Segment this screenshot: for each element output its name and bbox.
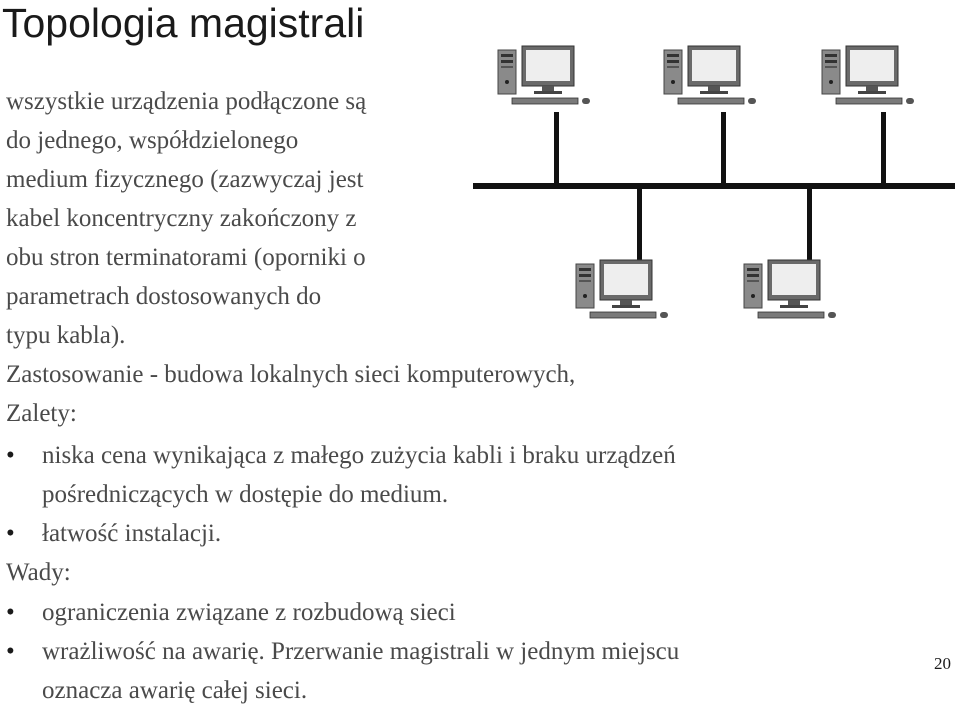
computer — [822, 46, 914, 104]
advantage-line: niska cena wynikająca z małego zużycia kabli i braku urządzeń — [42, 442, 676, 469]
computer — [664, 46, 756, 104]
page-number: 20 — [934, 654, 951, 673]
intro-paragraph — [6, 82, 476, 355]
drop-cable — [721, 112, 726, 184]
intro-line: typu kabla). — [6, 322, 126, 349]
intro-line: wszystkie urządzenia podłączone są — [6, 88, 367, 115]
slide-title: Topologia magistrali — [2, 0, 365, 46]
drop-cable — [554, 112, 559, 184]
drop-cable — [881, 112, 886, 184]
intro-line: obu stron terminatorami (oporniki o — [6, 244, 366, 271]
usage-line: Zastosowanie - budowa lokalnych sieci komputerowych, — [6, 361, 576, 388]
bullet-icon: • — [6, 599, 15, 626]
disadvantage-line: ograniczenia związane z rozbudową sieci — [42, 599, 456, 626]
disadvantages-heading: Wady: — [6, 559, 71, 586]
computer — [498, 46, 590, 104]
intro-line: parametrach dostosowanych do — [6, 283, 322, 310]
advantage-line: pośredniczących w dostępie do medium. — [42, 481, 449, 508]
advantage-line: łatwość instalacji. — [42, 520, 222, 547]
advantages-heading: Zalety: — [6, 400, 77, 427]
disadvantage-line: oznacza awarię całej sieci. — [42, 677, 308, 704]
drop-cable — [637, 188, 642, 260]
computer — [576, 260, 668, 318]
bullet-icon: • — [6, 442, 15, 469]
bullet-icon: • — [6, 638, 15, 665]
computer — [744, 260, 836, 318]
bullet-icon: • — [6, 520, 15, 547]
drop-cable — [807, 188, 812, 260]
intro-line: do jednego, współdzielonego — [6, 127, 299, 154]
intro-line: medium fizycznego (zazwyczaj jest — [6, 166, 364, 193]
bus-topology-diagram — [450, 30, 960, 330]
intro-line: kabel koncentryczny zakończony z — [6, 205, 357, 232]
disadvantage-line: wrażliwość na awarię. Przerwanie magistrali w jednym miejscu — [42, 638, 680, 665]
